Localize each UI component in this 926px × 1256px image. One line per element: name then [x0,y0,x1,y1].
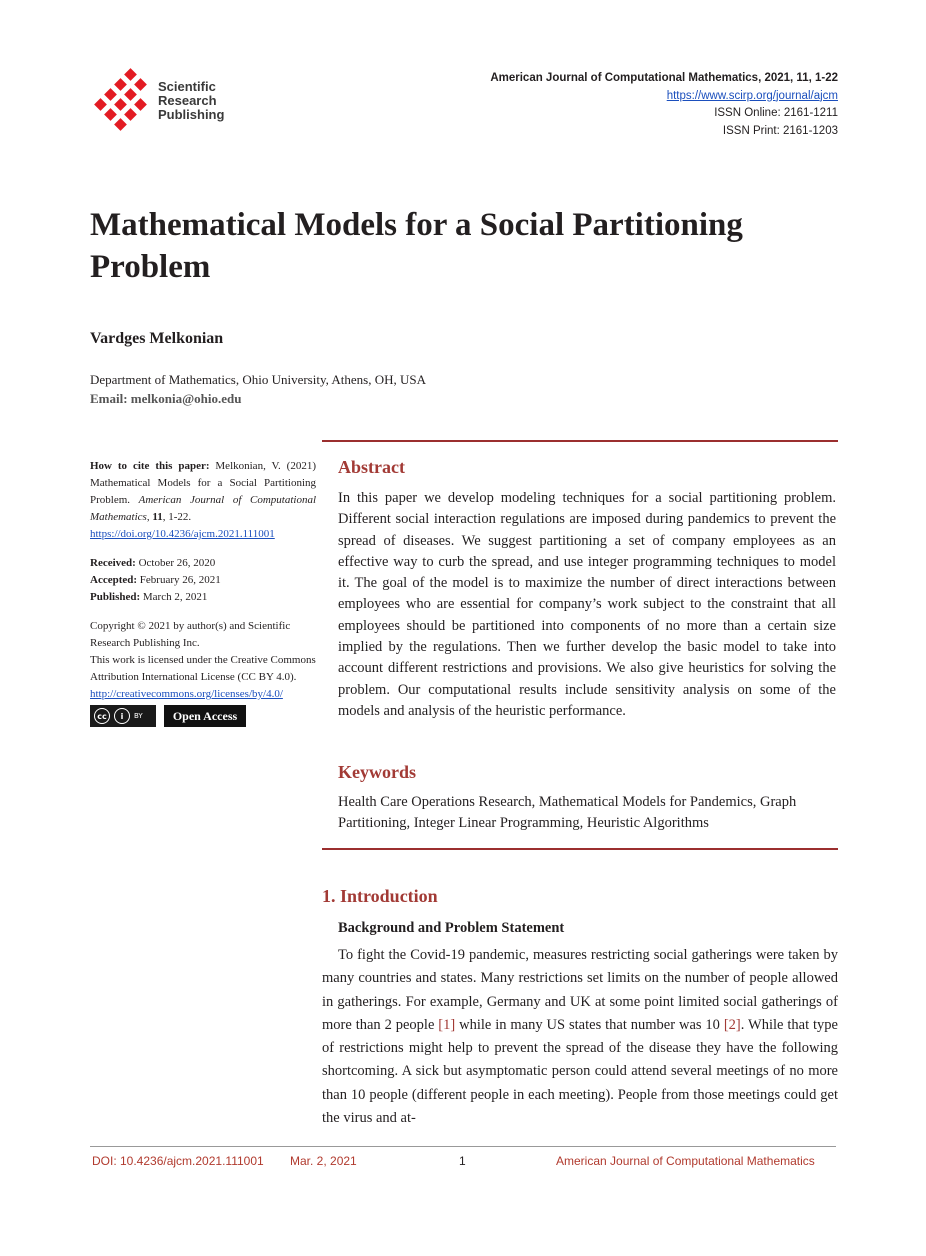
footer-doi: DOI: 10.4236/ajcm.2021.111001 [92,1154,264,1168]
issn-print: ISSN Print: 2161-1203 [722,124,838,137]
publisher-name-line: Research [158,93,217,108]
affiliation: Department of Mathematics, Ohio University, Athens, OH, USA [90,372,427,387]
abstract-bottom-rule [322,848,838,850]
cite-volume: 11 [152,511,163,523]
copyright [90,618,316,703]
doi-link[interactable]: https://doi.org/10.4236/ajcm.2021.111001 [90,528,275,540]
author-affiliation-block [90,370,426,408]
introduction-subheading: Background and Problem Statement [338,920,565,936]
cite-text: Melkonian, V. (2021) Mathematical Models for a Social Partitioning Problem. [90,460,317,506]
footer-rule [90,1146,836,1147]
author-email: Email: melkonia@ohio.edu [90,391,242,406]
cite-label: How to cite this paper: [90,460,210,472]
cc-icon: cc [94,708,110,724]
published-label: Published: [90,591,141,603]
open-access-badge: Open Access [164,705,246,727]
abstract-heading: Abstract [338,457,405,477]
publisher-logo [92,68,252,136]
license-text: This work is licensed under the Creative Commons Attribution International License (CC BY 4.0). [90,654,316,683]
cc-by-badge[interactable] [90,705,156,727]
sidebar-info [90,458,316,727]
how-to-cite: How to cite this paper: Melkonian, V. (2021) Mathematical Models for a Social Partitioning Problem. American Journal of Computational Mathematics, 11, 1-22. https://doi.org/10.4236/ajcm.2021.111001 [90,460,317,540]
intro-part: while in many US states that number was 10 [455,1016,724,1033]
diamond-grid-logo-icon [92,68,154,136]
footer-journal: American Journal of Computational Mathematics [556,1154,815,1168]
reference-link[interactable]: [2] [723,1016,741,1033]
journal-info [490,70,838,140]
reference-link[interactable]: [1] [438,1016,456,1033]
author-name: Vardges Melkonian [90,330,224,347]
cite-journal: American Journal of Computational Mathematics [90,494,317,523]
abstract-text: In this paper we develop modeling techniques for a social partitioning problem. Different social interaction regulations are imposed during pandemics to prevent the spread of diseases. We suggest partitioning a set of company employees as an effective way to curb the spread, and use integer programming techniques to model it. The goal of the model is to maximize the number of direct interactions between employees who are essential for company’s work subject to the constraint that all employees should be partitioned into components of no more than a certain size implied by the regulations. Then we further develop the basic model to take into account different restrictions and provisions. We also give heuristics for solving the problem. Our computational results include sensitivity analysis on some of the models and analysis of the heuristic performance. [338,490,836,719]
page-number: 1 [459,1154,466,1168]
received-label: Received: [90,557,136,569]
cite-pages: , 1-22. [162,511,192,523]
person-icon: i [114,708,130,724]
publisher-name [158,80,224,122]
issn-online: ISSN Online: 2161-1211 [714,107,838,119]
publisher-name-line: Publishing [158,107,225,122]
publisher-name-line: Scientific [158,79,216,94]
abstract-top-rule [322,440,838,442]
intro-part: To fight the Covid-19 pandemic, measures restricting social gatherings were taken by many countries and states. Many restrictions set limits on the number of people allowed in gatherings. For example, Germany and UK at some point limited social gatherings of more than 2 people [322,947,838,1033]
dates [90,555,316,606]
keywords-text: Health Care Operations Research, Mathematical Models for Pandemics, Graph Partitioning, Integer Linear Programming, Heuristic Algorithms [338,794,797,832]
introduction-text [322,944,838,1130]
intro-part: . While that type of restrictions might help to prevent the spread of the disease they have the following shortcoming. A sick but asymptomatic person could attend several meetings of no more than 10 people (different people in each meeting). People from those meetings could get the virus and at- [322,1016,838,1127]
license-link[interactable]: http://creativecommons.org/licenses/by/4.0/ [90,688,283,700]
received-date: October 26, 2020 [138,557,216,569]
accepted-label: Accepted: [90,574,138,586]
cc-by-label: BY [134,711,143,720]
keywords-heading: Keywords [338,762,416,782]
accepted-date: February 26, 2021 [139,574,221,586]
published-date: March 2, 2021 [142,591,208,603]
introduction-heading: 1. Introduction [322,886,438,906]
footer-date: Mar. 2, 2021 [290,1154,357,1168]
journal-url-link[interactable]: https://www.scirp.org/journal/ajcm [666,89,838,102]
license-badges [90,705,316,727]
paper-title: Mathematical Models for a Social Partitioning Problem [90,207,743,285]
journal-citation: American Journal of Computational Mathematics, 2021, 11, 1-22 [490,72,838,84]
copyright-text: Copyright © 2021 by author(s) and Scientific Research Publishing Inc. [90,620,291,649]
